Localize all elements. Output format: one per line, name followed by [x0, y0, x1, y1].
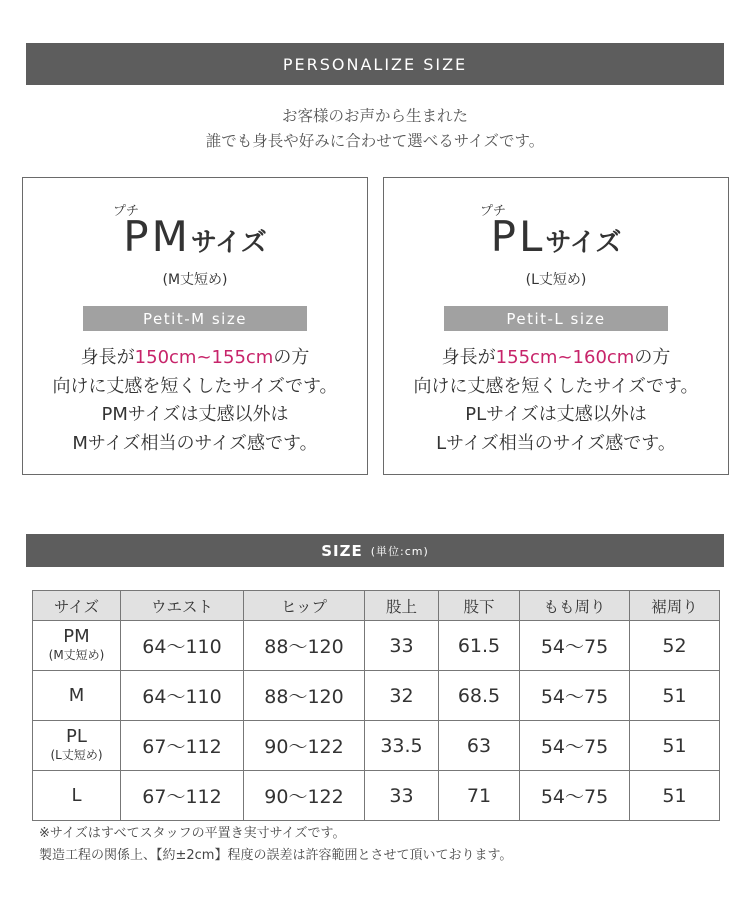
- pl-desc-line-3: PLサイズは丈感以外は: [465, 404, 647, 425]
- pm-abbr: (M丈短め): [162, 272, 228, 288]
- pl-description: [384, 344, 728, 458]
- pl-desc-line-1: [384, 344, 728, 373]
- pm-height-range: 150cm~155cm: [134, 347, 274, 368]
- note-line-1: ※サイズはすべてスタッフの平置き実寸サイズです。: [39, 826, 346, 841]
- pl-desc-prefix: 身長が: [441, 347, 496, 368]
- pl-suffix: サイズ: [545, 228, 622, 258]
- table-cell: 88〜120: [244, 671, 365, 721]
- pl-desc-line-2: 向けに丈感を短くしたサイズです。: [413, 375, 699, 397]
- pl-ruby: プチ: [480, 204, 507, 219]
- row-label-main: PL: [66, 725, 87, 747]
- table-cell: 52: [630, 621, 720, 671]
- table-header-row: [33, 591, 720, 621]
- pm-desc-line-2: 向けに丈感を短くしたサイズです。: [52, 375, 338, 397]
- table-cell: 67〜112: [121, 771, 244, 821]
- note-line-2: 製造工程の関係上、【約±2cm】程度の誤差は許容範囲とさせて頂いております。: [39, 848, 513, 863]
- intro-line-1: お客様のお声から生まれた: [281, 107, 468, 125]
- personalize-size-banner: [26, 43, 724, 85]
- header-hip: ヒップ: [244, 591, 365, 621]
- table-cell: 64〜110: [121, 671, 244, 721]
- table-cell: 63: [439, 721, 520, 771]
- table-cell: 68.5: [439, 671, 520, 721]
- table-cell: 54〜75: [520, 771, 630, 821]
- pm-size-name: [23, 212, 367, 261]
- table-cell: 33.5: [365, 721, 439, 771]
- row-label-main: PM: [63, 625, 90, 647]
- pm-desc-prefix: 身長が: [80, 347, 135, 368]
- pl-desc-suffix: の方: [634, 347, 671, 368]
- table-cell: 54〜75: [520, 671, 630, 721]
- table-cell: 51: [630, 771, 720, 821]
- row-label-main: L: [71, 785, 82, 806]
- size-banner: [26, 534, 724, 567]
- table-row: [33, 621, 720, 671]
- pl-abbr: (L丈短め): [525, 272, 587, 288]
- table-row: [33, 771, 720, 821]
- pm-code: PM: [123, 212, 191, 261]
- table-cell: 33: [365, 771, 439, 821]
- notes: [39, 823, 512, 867]
- pl-pill-label: Petit-L size: [444, 306, 668, 331]
- pm-desc-suffix: の方: [273, 347, 310, 368]
- pm-suffix: サイズ: [190, 228, 267, 258]
- pl-size-card: [383, 177, 729, 475]
- table-row: [33, 721, 720, 771]
- pl-code: PL: [490, 212, 546, 261]
- pl-desc-line-4: Lサイズ相当のサイズ感です。: [436, 432, 676, 454]
- pm-desc-line-3: PMサイズは丈感以外は: [101, 404, 289, 425]
- table-row: [33, 671, 720, 721]
- header-rise: 股上: [365, 591, 439, 621]
- table-cell: 90〜122: [244, 721, 365, 771]
- table-cell: 71: [439, 771, 520, 821]
- pl-height-range: 155cm~160cm: [495, 347, 635, 368]
- table-cell: 88〜120: [244, 621, 365, 671]
- header-hem: 裾周り: [630, 591, 720, 621]
- pm-ruby: プチ: [113, 204, 140, 219]
- table-cell: 64〜110: [121, 621, 244, 671]
- header-waist: ウエスト: [121, 591, 244, 621]
- table-cell: 54〜75: [520, 721, 630, 771]
- row-label-sub: (M丈短め): [48, 647, 105, 662]
- table-cell: 32: [365, 671, 439, 721]
- pm-desc-line-1: [23, 344, 367, 373]
- table-cell: 33: [365, 621, 439, 671]
- table-cell: 67〜112: [121, 721, 244, 771]
- table-cell: 61.5: [439, 621, 520, 671]
- pm-description: [23, 344, 367, 458]
- table-cell: 51: [630, 671, 720, 721]
- row-label: [33, 621, 121, 671]
- pl-size-name: [384, 212, 728, 261]
- row-label-main: M: [68, 685, 85, 706]
- row-label: [33, 771, 121, 821]
- row-label: [33, 721, 121, 771]
- size-table: [32, 590, 720, 821]
- pm-pill-label: Petit-M size: [83, 306, 307, 331]
- pm-desc-line-4: Mサイズ相当のサイズ感です。: [72, 432, 318, 454]
- pm-size-card: [22, 177, 368, 475]
- size-unit: (単位:cm): [370, 544, 429, 558]
- table-cell: 90〜122: [244, 771, 365, 821]
- row-label-sub: (L丈短め): [50, 747, 103, 762]
- size-title: SIZE: [321, 541, 363, 560]
- header-size: サイズ: [33, 591, 121, 621]
- header-thigh: もも周り: [520, 591, 630, 621]
- header-inseam: 股下: [439, 591, 520, 621]
- banner-title: PERSONALIZE SIZE: [282, 54, 468, 74]
- intro-text: [0, 104, 750, 154]
- table-cell: 54〜75: [520, 621, 630, 671]
- intro-line-2: 誰でも身長や好みに合わせて選べるサイズです。: [205, 132, 545, 150]
- row-label: [33, 671, 121, 721]
- table-cell: 51: [630, 721, 720, 771]
